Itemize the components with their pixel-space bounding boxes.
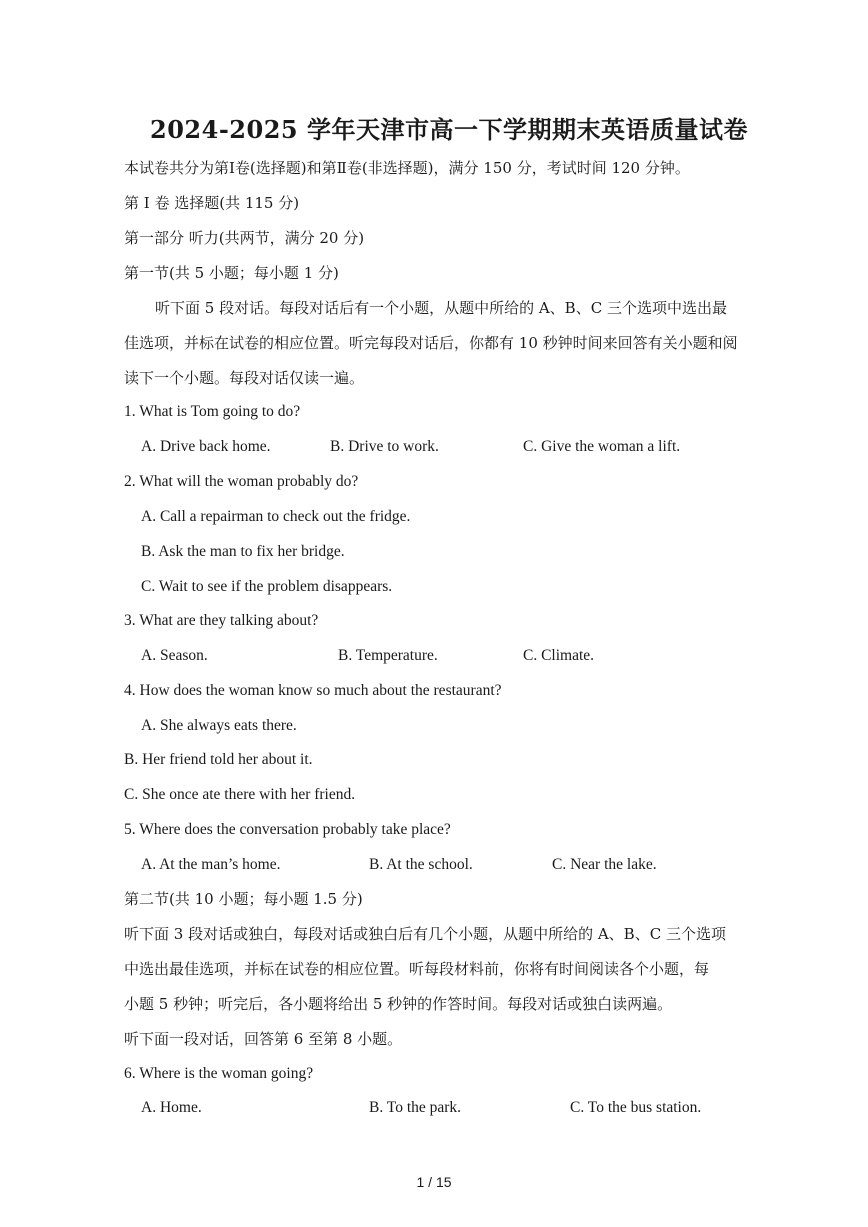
part1-heading: 第 I 卷 选择题(共 115 分) (124, 194, 300, 212)
option-c: C. Wait to see if the problem disappears. (141, 578, 393, 595)
question-stem: 6. Where is the woman going? (124, 1065, 314, 1082)
option-a: A. At the man’s home. (141, 856, 281, 873)
option-a: A. Home. (141, 1099, 202, 1116)
sub2-instruction-line: 听下面 3 段对话或独白，每段对话或独白后有几个小题，从题中所给的 A、B、C 三个选项 (124, 925, 726, 943)
option-a: A. She always eats there. (141, 717, 297, 734)
sub2-lead: 听下面一段对话，回答第 6 至第 8 小题。 (124, 1030, 403, 1048)
question-stem: 3. What are they talking about? (124, 612, 319, 629)
option-a: A. Drive back home. (141, 438, 271, 455)
option-c: C. Climate. (523, 647, 595, 664)
question-stem: 4. How does the woman know so much about the restaurant? (124, 682, 502, 699)
question-stem: 1. What is Tom going to do? (124, 403, 301, 420)
sub2-heading: 第二节(共 10 小题；每小题 1.5 分) (124, 890, 363, 908)
option-a: A. Season. (141, 647, 208, 664)
option-b: B. At the school. (369, 856, 473, 873)
sub1-heading: 第一节(共 5 小题；每小题 1 分) (124, 264, 339, 282)
option-c: C. Give the woman a lift. (523, 438, 681, 455)
option-a: A. Call a repairman to check out the fridge. (141, 508, 411, 525)
section1-heading: 第一部分 听力(共两节，满分 20 分) (124, 229, 365, 247)
option-c: C. To the bus station. (570, 1099, 702, 1116)
question-stem: 5. Where does the conversation probably take place? (124, 821, 451, 838)
page-number: 1 / 15 (416, 1174, 452, 1190)
sub2-instruction-line: 小题 5 秒钟；听完后，各小题将给出 5 秒钟的作答时间。每段对话或独白读两遍。 (124, 995, 673, 1013)
option-b: B. Ask the man to fix her bridge. (141, 543, 345, 560)
option-b: B. Temperature. (338, 647, 438, 664)
exam-intro: 本试卷共分为第Ⅰ卷(选择题)和第Ⅱ卷(非选择题)，满分 150 分，考试时间 120 分钟。 (124, 159, 690, 177)
option-b: B. Her friend told her about it. (124, 751, 313, 768)
sub1-instruction-line: 读下一个小题。每段对话仅读一遍。 (124, 369, 365, 387)
option-c: C. Near the lake. (552, 856, 657, 873)
question-stem: 2. What will the woman probably do? (124, 473, 359, 490)
sub1-instruction-line: 佳选项，并标在试卷的相应位置。听完每段对话后，你都有 10 秒钟时间来回答有关小题和阅 (124, 334, 738, 352)
option-b: B. Drive to work. (330, 438, 439, 455)
option-b: B. To the park. (369, 1099, 462, 1116)
sub1-instruction-line: 听下面 5 段对话。每段对话后有一个小题，从题中所给的 A、B、C 三个选项中选出最 (155, 299, 727, 317)
option-c: C. She once ate there with her friend. (124, 786, 356, 803)
exam-title: 2024-2025 学年天津市高一下学期期末英语质量试卷 (150, 115, 748, 144)
sub2-instruction-line: 中选出最佳选项，并标在试卷的相应位置。听每段材料前，你将有时间阅读各个小题，每 (124, 960, 710, 978)
